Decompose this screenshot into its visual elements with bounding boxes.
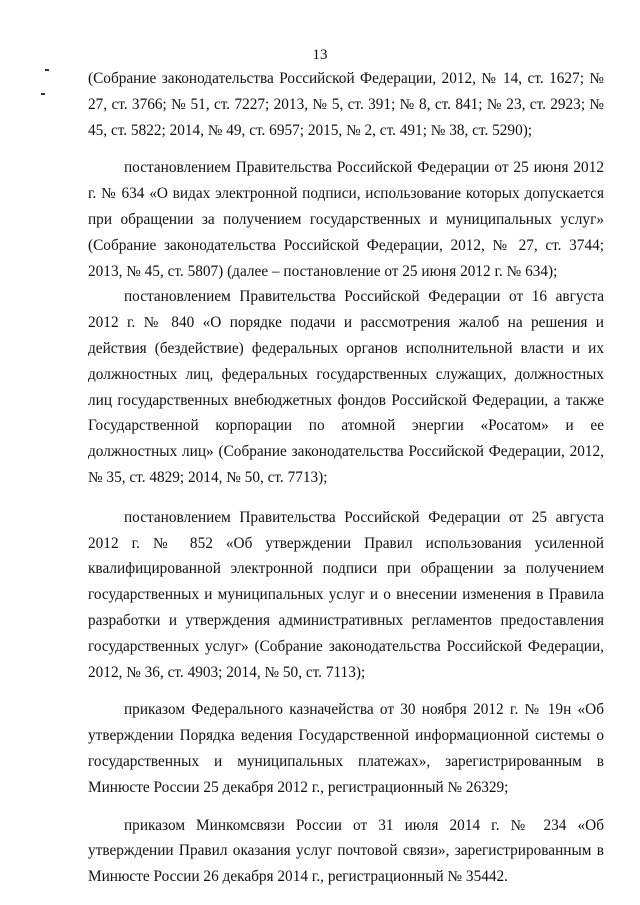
paragraph-decree-634: постановлением Правительства Российской Федерации от 25 июня 2012 г. № 634 «О видах электронной подписи, использование которых допускается при обращении за получением государственных и муниципальных услуг» (Собрание законодательства Российской Федерации, 2012, № 27, ст. 3744; 2013, № 45, ст. 5807) (далее – постановление от 25 июня 2012 г. № 634); xyxy=(88,159,604,280)
margin-mark xyxy=(41,93,45,95)
paragraph-order-19n: приказом Федерального казначейства от 30 ноября 2012 г. № 19н «Об утверждении Порядка ведения Государственной информационной системы о государственных и муниципальных платежах», зарегистрированным в Минюсте России 25 декабря 2012 г., регистрационный № 26329; xyxy=(88,701,604,796)
margin-mark xyxy=(45,69,49,71)
paragraph-continuation: (Собрание законодательства Российской Федерации, 2012, № 14, ст. 1627; № 27, ст. 3766; № 51, ст. 7227; 2013, № 5, ст. 391; № 8, ст. 841; № 23, ст. 2923; № 45, ст. 5822; 2014, № 49, ст. 6957; 2015, № 2, ст. 491; № 38, ст. 5290); xyxy=(88,70,604,139)
document-body xyxy=(88,66,604,890)
page-number: 13 xyxy=(312,47,328,63)
paragraph-decree-852: постановлением Правительства Российской Федерации от 25 августа 2012 г. № 852 «Об утверждении Правил использования усиленной квалифицированной электронной подписи при обращении за получением государственных и муниципальных услуг и о внесении изменения в Правила разработки и утверждения административных регламентов предоставления государственных услуг» (Собрание законодательства Российской Федерации, 2012, № 36, ст. 4903; 2014, № 50, ст. 7113); xyxy=(88,508,604,681)
paragraph-order-234: приказом Минкомсвязи России от 31 июля 2014 г. № 234 «Об утверждении Правил оказания услуг почтовой связи», зарегистрированным в Минюсте России 26 декабря 2014 г., регистрационный № 35442. xyxy=(88,816,604,886)
paragraph-decree-840: постановлением Правительства Российской Федерации от 16 августа 2012 г. № 840 «О порядке подачи и рассмотрения жалоб на решения и действия (бездействие) федеральных органов исполнительной власти и их должностных лиц, федеральных государственных служащих, должностных лиц государственных внебюджетных фондов Российской Федерации, а также Государственной корпорации по атомной энергии «Росатом» и ее должностных лиц» (Собрание законодательства Российской Федерации, 2012, № 35, ст. 4829; 2014, № 50, ст. 7713); xyxy=(88,288,604,486)
